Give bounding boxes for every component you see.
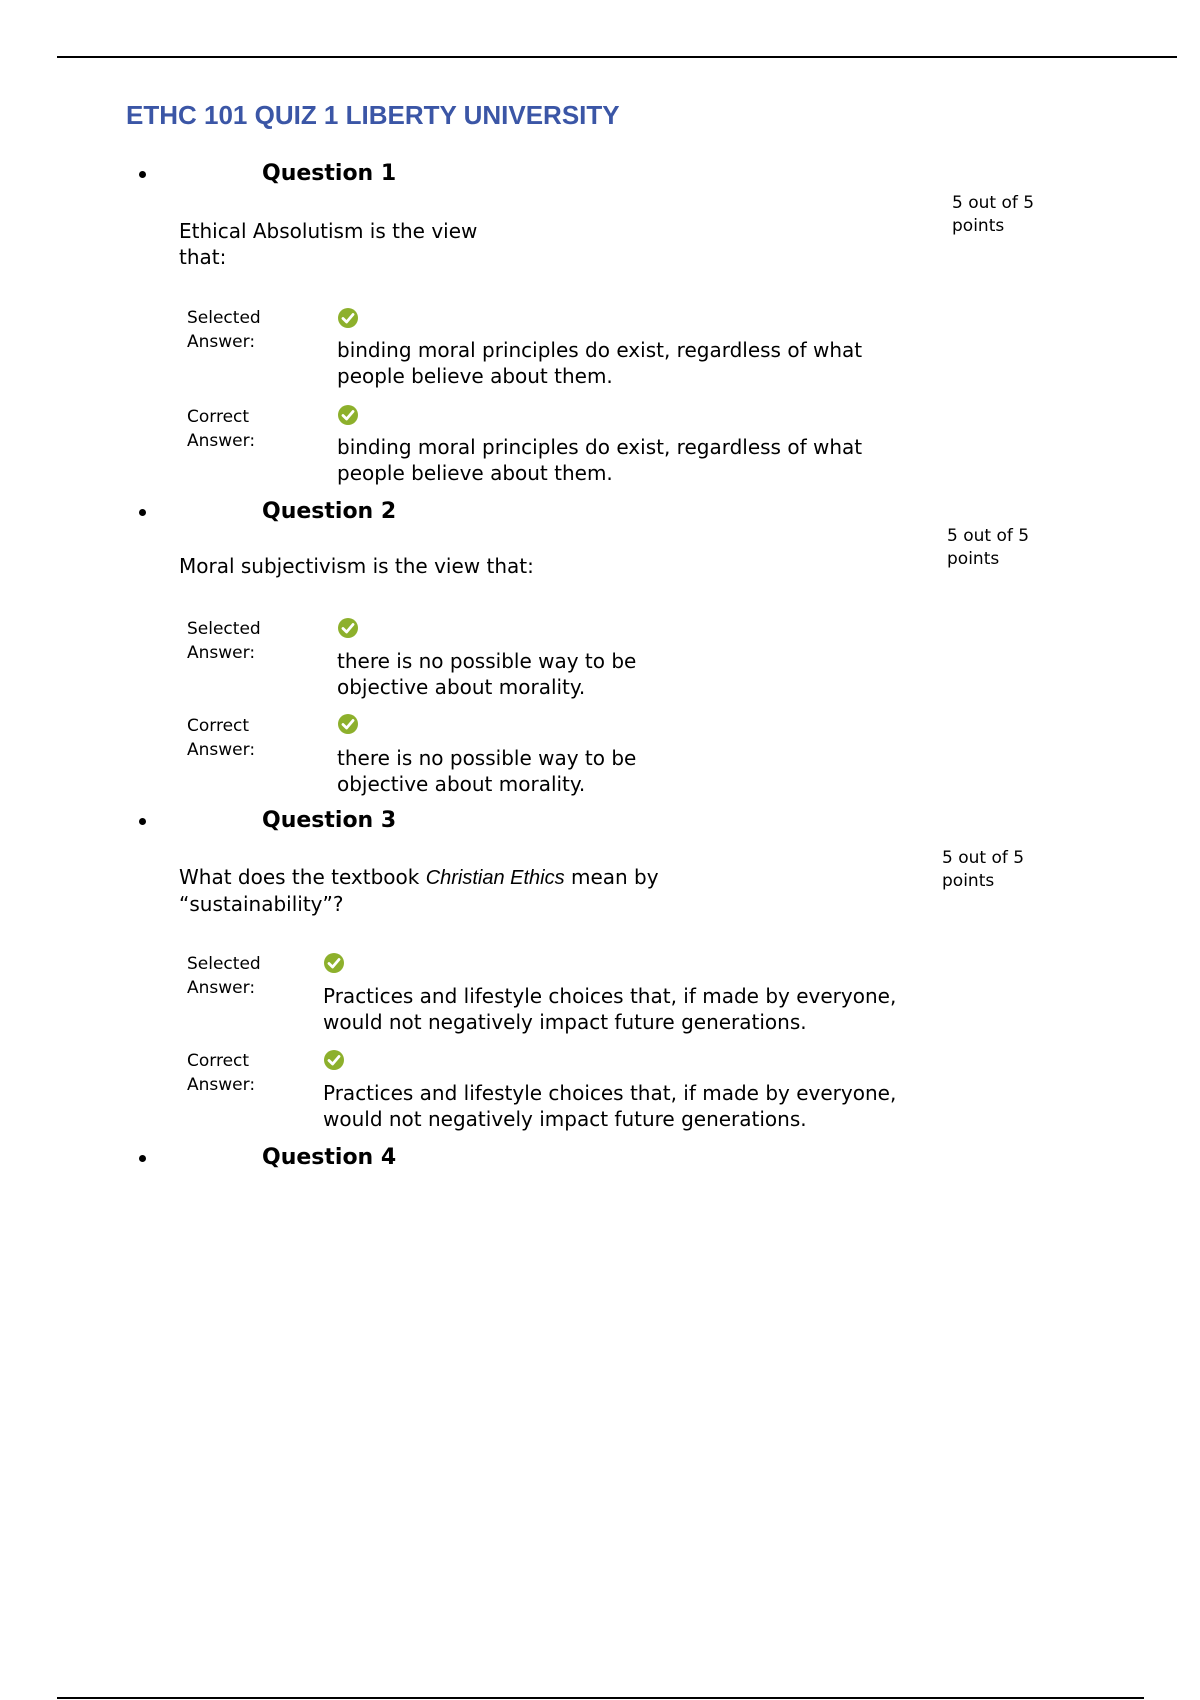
check-circle-icon (337, 404, 359, 426)
check-circle-icon (323, 952, 345, 974)
selected-answer-label: Selected Answer: (187, 954, 261, 998)
document-title: ETHC 101 QUIZ 1 LIBERTY UNIVERSITY (126, 100, 620, 130)
correct-answer-label: Correct Answer: (187, 407, 256, 451)
points-score: 5 out of 5 points (942, 848, 1025, 891)
points-score: 5 out of 5 points (947, 526, 1030, 569)
selected-answer-text: binding moral principles do exist, regardless of what people believe about them. (337, 338, 863, 388)
correct-answer-label: Correct Answer: (187, 1051, 256, 1095)
bullet-marker (139, 1155, 146, 1162)
selected-answer-text: Practices and lifestyle choices that, if made by everyone, would not negatively impact future generations. (323, 984, 897, 1034)
correct-answer-text: Practices and lifestyle choices that, if made by everyone, would not negatively impact future generations. (323, 1081, 897, 1131)
bottom-rule (57, 1697, 1144, 1699)
check-circle-icon (323, 1049, 345, 1071)
top-rule (57, 56, 1177, 58)
bullet-marker (139, 509, 146, 516)
question-heading: Question 1 (262, 161, 397, 186)
bullet-marker (139, 171, 146, 178)
selected-answer-label: Selected Answer: (187, 308, 261, 352)
check-circle-icon (337, 307, 359, 329)
question-heading: Question 3 (262, 808, 397, 833)
question-heading: Question 2 (262, 499, 397, 524)
correct-answer-label: Correct Answer: (187, 716, 256, 760)
question-text: What does the textbook Christian Ethics mean by “sustainability”? (179, 865, 659, 916)
question-heading: Question 4 (262, 1145, 397, 1170)
correct-answer-text: binding moral principles do exist, regardless of what people believe about them. (337, 435, 863, 485)
question-text: Moral subjectivism is the view that: (179, 554, 534, 578)
question-text: Ethical Absolutism is the view that: (179, 219, 478, 269)
selected-answer-text: there is no possible way to be objective about morality. (337, 649, 637, 699)
correct-answer-text: there is no possible way to be objective about morality. (337, 746, 637, 796)
points-score: 5 out of 5 points (952, 193, 1035, 236)
selected-answer-label: Selected Answer: (187, 619, 261, 663)
check-circle-icon (337, 713, 359, 735)
check-circle-icon (337, 617, 359, 639)
bullet-marker (139, 818, 146, 825)
